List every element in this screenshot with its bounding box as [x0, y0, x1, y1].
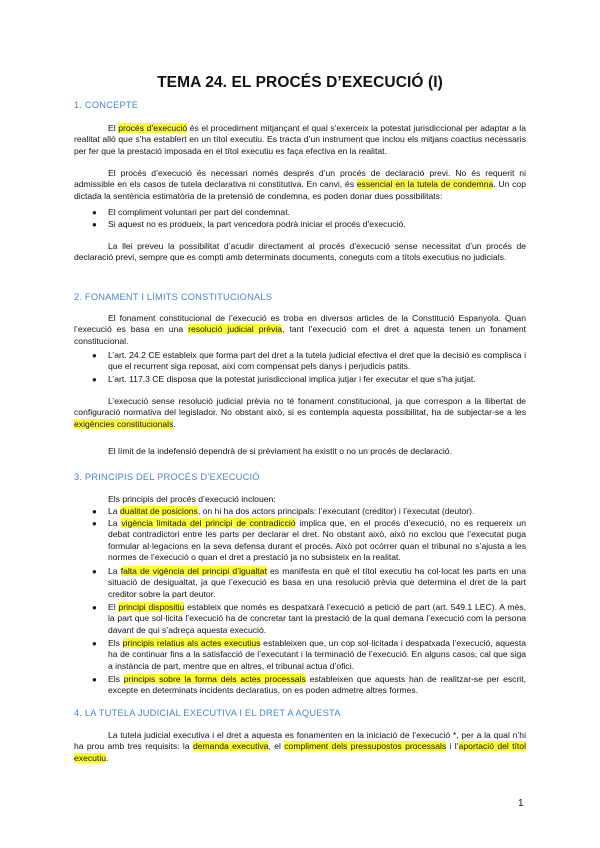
paragraph: [74, 241, 526, 264]
bullet-icon: ●: [92, 567, 97, 576]
highlighted-term: vigència limitada del principi de contradicció: [121, 518, 296, 528]
list-item: [108, 506, 526, 517]
text-run: La llei preveu la possibilitat d’acudir directament al procés d’execució sense necessitat d’un procés de declaració previ, sempre que es compti amb determinats documents, coneguts com a títols executius no judicials.: [74, 241, 526, 263]
list-item: Si aquest no es produeix, la part vencedora podrà iniciar el procés d’execució.: [108, 219, 406, 229]
text-run: El: [108, 602, 119, 612]
list-intro: Els principis del procés d’execució inclouen:: [108, 494, 276, 504]
bullet-icon: ●: [92, 208, 97, 217]
bullet-icon: ●: [92, 519, 97, 528]
list-item: [108, 602, 526, 636]
highlighted-term: dualitat de posicions: [119, 506, 198, 516]
highlighted-term: demanda executiva: [192, 741, 269, 752]
bullet-icon: ●: [92, 675, 97, 684]
text-run: implica que, en el procés d’execució, no es requereix un debat contradictori entre les parts per declarar el dret. No obstant això, això no exclou que l’executat puga formular al·legacions en la seva defensa durant el procés. Això pot ocórrer quan el tribunal no s’ajusta a les normes de l’execució o quan el dret a prestació ja no subsisteix en la realitat.: [108, 518, 526, 562]
text-run: La: [108, 566, 121, 576]
page-number: 1: [518, 798, 524, 809]
section-heading-principis: 3. PRINCIPIS DEL PROCÉS D’EXECUCIÓ: [74, 472, 260, 482]
text-run: , el: [268, 741, 285, 752]
highlighted-term: procés d’execució: [118, 123, 188, 133]
text-run: , on hi ha dos actors principals: l’executant (creditor) i l’executat (deutor).: [197, 506, 475, 516]
text-run: .: [173, 418, 176, 429]
highlighted-term: essencial en la tutela de condemna: [356, 179, 494, 190]
list-item: El compliment voluntari per part del condemnat.: [108, 207, 290, 217]
paragraph: [74, 123, 526, 157]
bullet-icon: ●: [92, 603, 97, 612]
highlighted-term: principi dispositiu: [118, 602, 185, 612]
bullet-icon: ●: [92, 507, 97, 516]
text-run: Els: [108, 638, 123, 648]
text-run: La: [108, 518, 122, 528]
highlighted-term: falta de vigència del principi d’igualtat: [120, 566, 267, 576]
section-heading-fonament: 2. FONAMENT I LÍMITS CONSTITUCIONALS: [74, 292, 273, 302]
bullet-icon: ●: [92, 351, 97, 360]
list-item: L’art. 117.3 CE disposa que la potestat jurisdiccional implica jutjar i fer executar el que s’ha jutjat.: [108, 374, 476, 384]
paragraph: [74, 730, 526, 764]
text-run: Els: [108, 674, 124, 684]
highlighted-term: compliment dels pressupostos processals: [284, 741, 447, 752]
highlighted-term: resolució judicial prèvia: [188, 324, 283, 335]
bullet-icon: ●: [92, 375, 97, 384]
text-run: . Un cop dictada la sentència estimatòria de la pretensió de condemna, es poden donar dues possibilitats:: [74, 179, 526, 201]
text-run: El: [108, 123, 119, 133]
bullet-icon: ●: [92, 220, 97, 229]
text-run: i l’: [446, 741, 459, 752]
list-item: [108, 674, 526, 697]
paragraph: [74, 168, 526, 202]
section-heading-tutela: 4. LA TUTELA JUDICIAL EXECUTIVA I EL DRET A AQUESTA: [74, 708, 341, 718]
text-run: La tutela judicial executiva i el dret a aquesta es fonamenten en la iniciació de l’execució *, per a la qual n’hi ha prou amb tres requisits: la: [74, 730, 526, 752]
text-run: La: [108, 506, 120, 516]
list-item: L’art. 24.2 CE estableix que forma part del dret a la tutela judicial efectiva el dret que la decisió es complisca i que el recurrent siga reposat, així com compensat pels danys i perjudicis patits.: [108, 350, 526, 372]
paragraph: [74, 313, 526, 347]
highlighted-term: aportació del títol executiu: [74, 741, 526, 763]
text-run: estableixen que aquests han de realitzar-se per escrit, excepte en determinats incidents declaratius, on es poden admetre altres formes.: [108, 674, 526, 696]
text-run: estableixen que, un cop sol·licitada i despatxada l’execució, aquesta ha de continuar fins a la satisfacció de l’executant i la terminació de l’execució. En alguns casos, cal que siga a instància de part, mentre que en altres, el tribunal actua d’ofici.: [108, 638, 527, 671]
text-run: El límit de la indefensió dependrà de si prèviament ha existit o no un procés de declaració.: [108, 446, 452, 456]
text-run: estableix que només es despatxarà l’execució a petició de part (art. 549.1 LEC). A més, la part que sol·licita l’execució ha de concretar tant la prestació de la qual demana l’execució com la persona davant de qui s’adreça aquesta execució.: [108, 602, 526, 635]
list-item: [108, 638, 526, 672]
page-title: TEMA 24. EL PROCÉS D’EXECUCIÓ (I): [157, 74, 443, 91]
text-run: es manifesta en què el títol executiu ha col·locat les parts en una situació de desigualtat, ja que l’execució es basa en una resolució prèvia que determina el dret de la part creditor sobre la part deutor.: [108, 566, 526, 599]
text-run: és el procediment mitjançant el qual s’exerceix la potestat jurisdiccional per adaptar a la realitat allò que s’ha establert en un títol executiu. Es tracta d’un instrument que inclou els mitjans coactius necessaris per fer que la prestació imposada en el títol executiu es faça efectiva en la realitat.: [74, 123, 526, 156]
highlighted-term: principis relatius als actes executius: [122, 638, 261, 648]
text-run: L’execució sense resolució judicial prèvia no té fonament constitucional, ja que correspon a la llibertat de configuració normativa del legislador. No obstant això, si es contempla aquesta possibilitat, ha de subjectar-se a les: [74, 396, 526, 418]
list-item: [108, 518, 526, 563]
section-heading-concepte: 1. CONCEPTE: [74, 100, 139, 110]
list-item: [108, 566, 526, 600]
text-run: El fonament constitucional de l’execució es troba en diversos articles de la Constitució Espanyola. Quan l’execució es basa en una: [74, 313, 526, 335]
paragraph: [74, 396, 526, 430]
text-run: .: [106, 752, 109, 763]
text-run: , tant l’execució com el dret a aquesta tenen un fonament constitucional.: [74, 324, 526, 346]
highlighted-term: principis sobre la forma dels actes processals: [123, 674, 306, 684]
text-run: El procés d’execució és necessari només després d’un procés de declaració previ. No és requerit ni admissible en els casos de tutela declarativa ni constitutiva. En canvi, és: [74, 168, 526, 190]
bullet-icon: ●: [92, 639, 97, 648]
highlighted-term: exigències constitucionals: [74, 418, 174, 429]
paragraph: [74, 446, 526, 457]
